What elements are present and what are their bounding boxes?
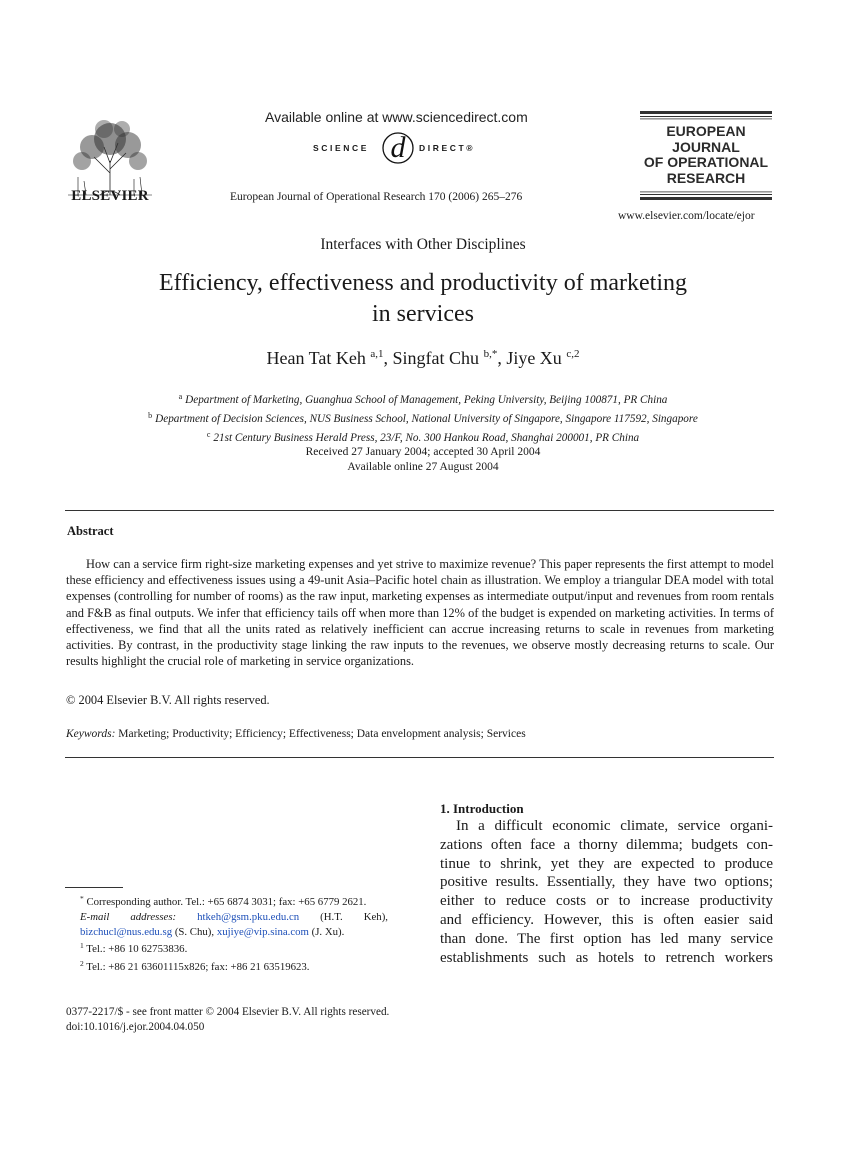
divider	[65, 757, 774, 758]
introduction-line: and efficiency. However, this is often easier said	[440, 911, 773, 928]
journal-logo-rule-top	[640, 111, 772, 120]
sciencedirect-at-icon	[381, 131, 415, 165]
footnote-mark: 1	[80, 941, 84, 951]
sciencedirect-glyph: d	[390, 131, 406, 164]
footnotes	[66, 892, 388, 975]
keywords	[66, 728, 526, 740]
paper-title-line: Efficiency, effectiveness and productivity of marketing	[158, 270, 688, 296]
journal-logo-rule-bottom	[640, 191, 772, 200]
email-link[interactable]: bizchucl@nus.edu.sg	[80, 925, 173, 938]
journal-logo-line: RESEARCH	[666, 169, 746, 186]
journal-logo-line: JOURNAL	[672, 138, 740, 155]
journal-logo-line: EUROPEAN	[666, 123, 746, 139]
divider	[65, 510, 774, 511]
footnote-emails	[66, 910, 388, 940]
affiliation-text: Department of Decision Sciences, NUS Business School, National University of Singapore, Singapore 117592, Singapore	[155, 413, 698, 425]
affiliation	[0, 389, 846, 408]
footnote-text: Corresponding author. Tel.: +65 6874 3031; fax: +65 6779 2621.	[86, 896, 367, 908]
keywords-label: Keywords:	[66, 728, 116, 740]
abstract-copyright: © 2004 Elsevier B.V. All rights reserved.	[66, 693, 270, 707]
available-date: Available online 27 August 2004	[347, 460, 499, 473]
email-link[interactable]: htkeh@gsm.pku.edu.cn	[197, 910, 300, 923]
footnote-text: Tel.: +86 21 63601115x826; fax: +86 21 63519623.	[86, 961, 310, 974]
journal-url[interactable]: www.elsevier.com/locate/ejor	[618, 210, 755, 222]
introduction-line: tinue to shrink, yet they are expected to produce	[440, 855, 773, 872]
footnote-2	[66, 957, 388, 975]
footnote-text: Tel.: +86 10 62753836.	[86, 943, 188, 956]
affiliations	[0, 389, 846, 446]
introduction-line: either to reduce costs or to increase productivity	[440, 893, 773, 910]
introduction-line: In a difficult economic climate, service organi-	[456, 818, 773, 834]
doi-line[interactable]: doi:10.1016/j.ejor.2004.04.050	[66, 1021, 205, 1033]
footnote-mark: *	[80, 894, 84, 903]
abstract-paragraph: How can a service firm right-size marketing expenses and yet strive to maximize revenue? This paper represents the first attempt to model these efficiency and effectiveness issues using a 49-unit Asia–Pacific hotel chain as illustration. We employ a triangular DEA model with total expenses (controlling for number of rooms) as the raw input, marketing expenses as intermediate output/input and revenues from room rentals and F&B as final outputs. We infer that efficiency tails off when more than 12% of the budget is expended on marketing activities. In terms of effectiveness, we find that all the units rated as relatively inefficient can accrue increasing returns to scale in revenues from marketing activities. By contrast, in the productivity stage linking the raw inputs to the revenues, we observe mostly decreasing returns to scale. Our results highlight the crucial role of marketing in service organizations.	[66, 557, 774, 669]
footnote-1	[66, 939, 388, 957]
journal-logo-line: OF OPERATIONAL	[643, 154, 769, 170]
author-marks[interactable]: a,1	[370, 348, 384, 360]
sciencedirect-left-word: SCIENCE	[313, 143, 369, 153]
author-name: Hean Tat Keh	[266, 348, 366, 368]
introduction-heading: 1. Introduction	[440, 801, 524, 816]
author-name: Singfat Chu	[392, 348, 480, 368]
affiliation-text: Department of Marketing, Guanghua School of Management, Peking University, Beijing 100871, PR China	[185, 394, 668, 406]
article-dates	[0, 445, 846, 474]
sciencedirect-right-word: DIRECT®	[419, 143, 476, 153]
author-list: Hean Tat Keh $^{a,1}$, Singfat Chu $^{b,*}$, Jiye Xu $^{c,2}$	[266, 348, 580, 368]
introduction-line: than done. The first option has led many service	[440, 930, 773, 947]
abstract-body	[66, 556, 774, 669]
author-marks[interactable]: c,2	[566, 348, 580, 360]
email-owner: (H.T. Keh),	[320, 910, 388, 923]
introduction-line: establishments such as hotels to retrench workers	[440, 949, 773, 966]
footnote-rule	[65, 887, 123, 888]
affiliation-mark: b	[148, 411, 153, 420]
paper-title-line: in services	[372, 301, 474, 327]
affiliation-mark: a	[178, 392, 183, 401]
affiliation-text: 21st Century Business Herald Press, 23/F, No. 300 Hankou Road, Shanghai 200001, PR China	[213, 432, 640, 444]
publisher-name: ELSEVIER	[71, 188, 149, 204]
introduction-line: zations often face a thorny dilemma; budgets con-	[440, 836, 773, 853]
footnote-corresponding	[66, 892, 388, 910]
email-owner: (J. Xu).	[311, 925, 345, 938]
front-matter	[66, 1005, 389, 1035]
paper-title	[0, 268, 846, 330]
author-name: Jiye Xu	[506, 348, 562, 368]
affiliation	[0, 427, 846, 446]
journal-logo-title	[640, 124, 772, 186]
available-online-text: Available online at www.sciencedirect.com	[265, 109, 528, 125]
introduction-line: positive results. Essentially, they have two options;	[440, 874, 773, 891]
email-link[interactable]: xujiye@vip.sina.com	[216, 925, 309, 938]
keywords-list: Marketing; Productivity; Efficiency; Effectiveness; Data envelopment analysis; Services	[118, 728, 526, 740]
journal-citation: European Journal of Operational Research 170 (2006) 265–276	[230, 191, 523, 203]
email-label: E-mail addresses:	[80, 910, 177, 923]
email-owner: (S. Chu),	[174, 925, 215, 938]
issn-line: 0377-2217/$ - see front matter © 2004 Elsevier B.V. All rights reserved.	[66, 1006, 390, 1018]
section-heading: Interfaces with Other Disciplines	[320, 236, 526, 253]
affiliation-mark: c	[206, 430, 211, 439]
received-date: Received 27 January 2004; accepted 30 April 2004	[305, 446, 541, 458]
sciencedirect-logo	[313, 131, 493, 165]
affiliation	[0, 408, 846, 427]
author-marks[interactable]: b,*	[483, 348, 498, 360]
abstract-heading: Abstract	[67, 524, 114, 538]
introduction-body	[440, 817, 773, 967]
footnote-mark: 2	[80, 959, 84, 969]
